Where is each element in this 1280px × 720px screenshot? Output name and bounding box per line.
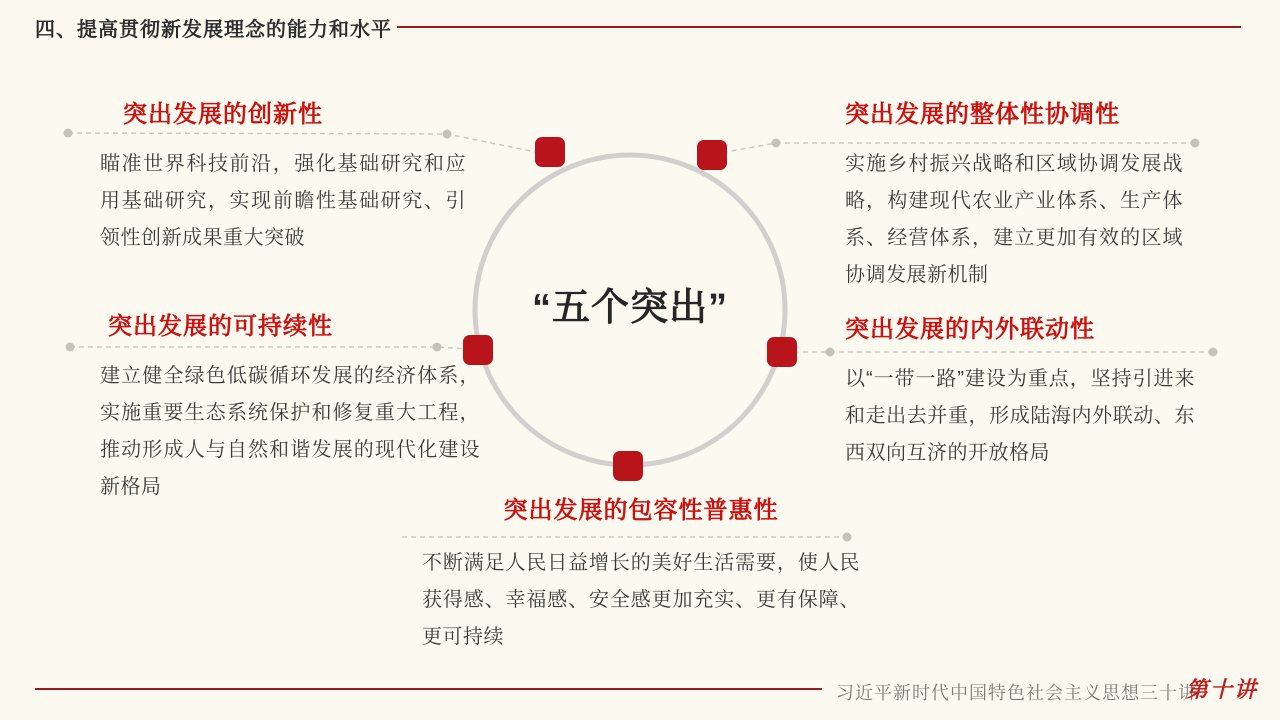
item-body-coordination: 实施乡村振兴战略和区域协调发展战略，构建现代农业产业体系、生产体系、经营体系，建立更加有效的区域协调发展新机制: [845, 153, 1183, 286]
node-marker-innovation: [535, 137, 565, 167]
item-title-sustainability: 突出发展的可持续性: [108, 313, 333, 340]
item-title-innovation: 突出发展的创新性: [123, 101, 323, 128]
footer-rule: [35, 688, 822, 690]
item-block-innovation: [100, 101, 466, 257]
item-block-sustainability: [100, 313, 480, 506]
item-body-inclusiveness: 不断满足人民日益增长的美好生活需要，使人民获得感、幸福感、安全感更加充实、更有保障、更可持续: [422, 552, 860, 648]
footer-series-title: 习近平新时代中国特色社会主义思想三十讲: [836, 683, 1197, 703]
item-block-internal-external: [845, 316, 1195, 472]
node-marker-inclusiveness: [613, 451, 643, 481]
item-body-internal-external: 以“一带一路”建设为重点，坚持引进来和走出去并重，形成陆海内外联动、东西双向互济的开放格局: [845, 368, 1195, 464]
connector-dot: [772, 139, 781, 148]
item-body-innovation: 瞄准世界科技前沿，强化基础研究和应用基础研究，实现前瞻性基础研究、引领性创新成果重大突破: [100, 153, 466, 249]
center-label: “五个突出”: [531, 287, 728, 329]
item-block-coordination: [845, 101, 1183, 294]
item-title-coordination: 突出发展的整体性协调性: [845, 101, 1120, 128]
connector-dot: [1209, 348, 1218, 357]
connector-dot: [826, 348, 835, 357]
footer-lecture-number: 第十讲: [1186, 677, 1259, 703]
page-title: 四、提高贯彻新发展理念的能力和水平: [35, 19, 392, 41]
connector-dot: [1191, 139, 1200, 148]
connector-dot: [66, 343, 75, 352]
item-title-internal-external: 突出发展的内外联动性: [845, 316, 1095, 343]
node-marker-internal-external: [767, 337, 797, 367]
item-body-sustainability: 建立健全绿色低碳循环发展的经济体系，实施重要生态系统保护和修复重大工程，推动形成人与自然和谐发展的现代化建设新格局: [100, 365, 480, 498]
item-title-inclusiveness: 突出发展的包容性普惠性: [503, 497, 779, 524]
node-marker-coordination: [697, 140, 727, 170]
item-block-inclusiveness: [415, 497, 867, 656]
connector-dot: [64, 129, 73, 138]
